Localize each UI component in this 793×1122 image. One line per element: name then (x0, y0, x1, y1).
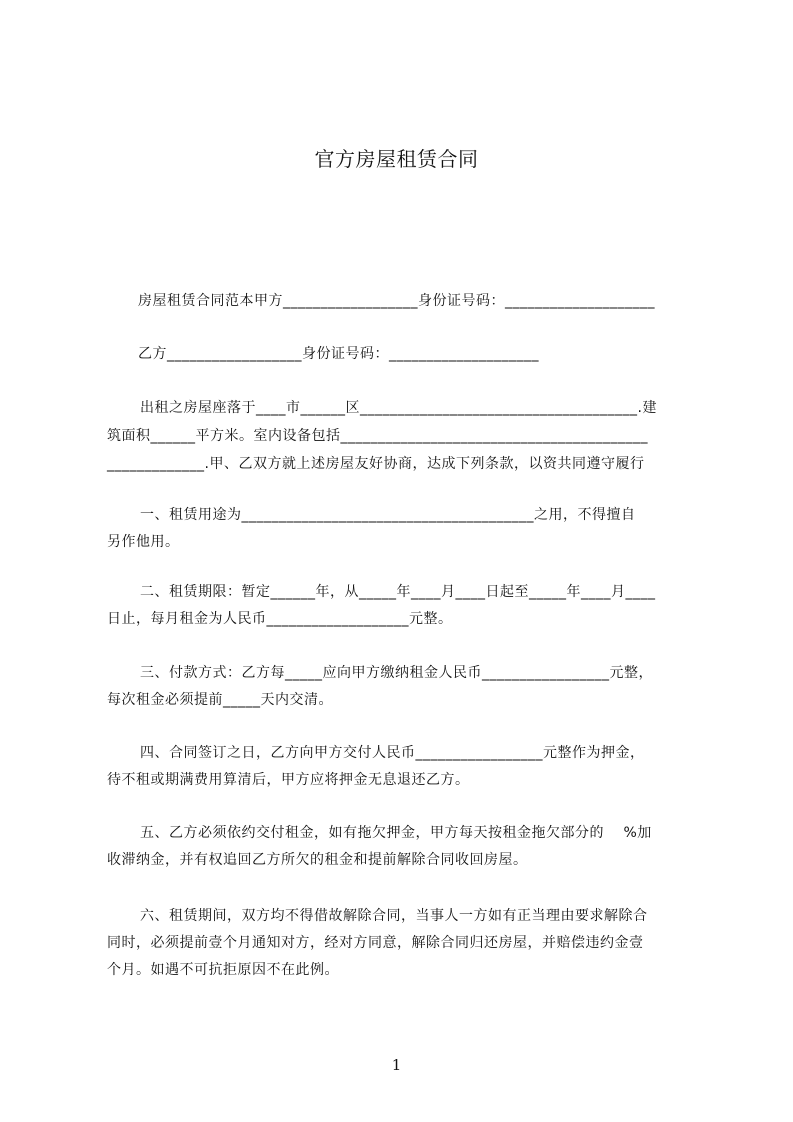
clause-1-line-1: 一、租赁用途为_______________________________________之用，不得擅自 (140, 507, 636, 523)
premises-line-3: _____________.甲、乙双方就上述房屋友好协商，达成下列条款，以资共同遵守履行 (107, 456, 645, 472)
clause-4-line-1: 四、合同签订之日，乙方向甲方交付人民币_________________元整作为押金， (140, 745, 645, 761)
clause-3-line-1: 三、付款方式：乙方每_____应向甲方缴纳租金人民币_________________元整， (140, 665, 653, 681)
party-a-line: 房屋租赁合同范本甲方__________________身份证号码：____________________ (138, 293, 655, 309)
premises-line-1: 出租之房屋座落于____市______区_____________________________________.建 (140, 400, 657, 416)
clause-4-line-2: 待不租或期满费用算清后，甲方应将押金无息退还乙方。 (107, 772, 470, 788)
clause-3-line-2: 每次租金必须提前_____天内交清。 (107, 692, 333, 708)
document-title: 官方房屋租赁合同 (314, 147, 479, 171)
clause-6-line-3: 个月。如遇不可抗拒原因不在此例。 (107, 962, 339, 978)
clause-5-line-1: 五、乙方必须依约交付租金，如有拖欠押金，甲方每天按租金拖欠部分的 %加 (140, 825, 652, 841)
premises-line-2: 筑面积______平方米。室内设备包括_________________________________________ (107, 428, 648, 444)
clause-6-line-1: 六、租赁期间，双方均不得借故解除合同，当事人一方如有正当理由要求解除合 (140, 908, 648, 924)
clause-2-line-1: 二、租赁期限：暂定______年，从_____年____月____日起至_____年____月____ (140, 584, 656, 600)
clause-2-line-2: 日止，每月租金为人民币___________________元整。 (107, 611, 453, 627)
page-number: 1 (391, 1056, 402, 1074)
clause-6-line-2: 同时，必须提前壹个月通知对方，经对方同意，解除合同归还房屋，并赔偿违约金壹 (107, 935, 644, 951)
clause-1-line-2: 另作他用。 (107, 534, 180, 550)
party-b-line: 乙方__________________身份证号码：____________________ (138, 346, 539, 362)
clause-5-line-2: 收滞纳金，并有权追回乙方所欠的租金和提前解除合同收回房屋。 (107, 852, 528, 868)
